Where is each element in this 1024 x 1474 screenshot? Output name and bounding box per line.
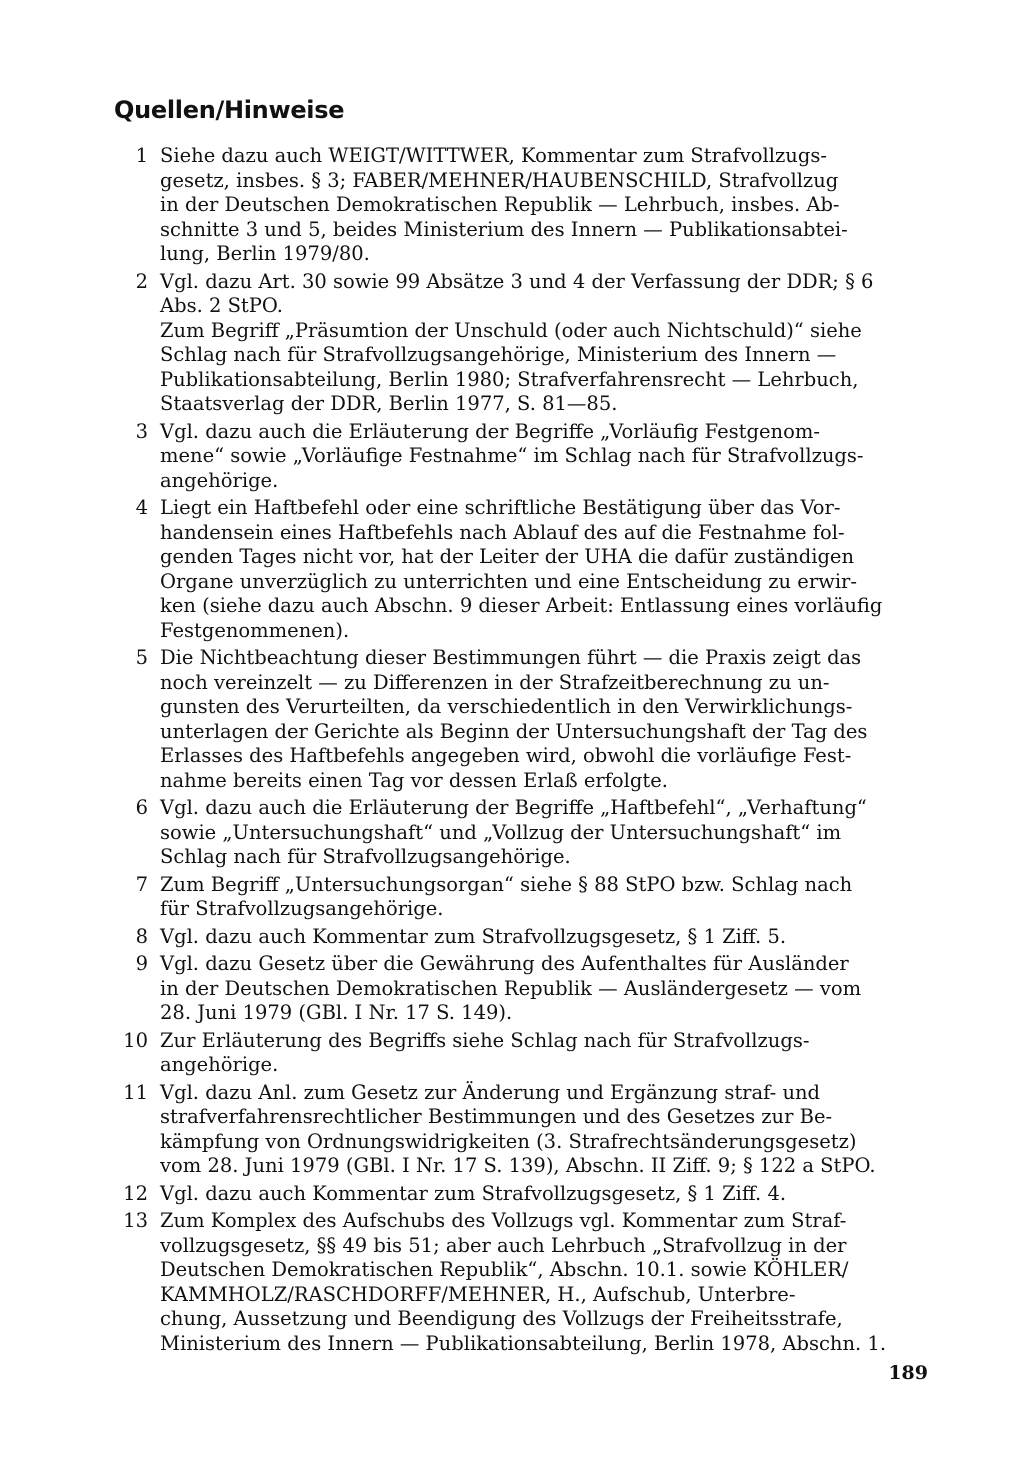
note-number: 5 bbox=[135, 646, 148, 669]
note-line: in der Deutschen Demokratischen Republik — Ausländergesetz — vom bbox=[160, 976, 862, 1000]
note-line: Vgl. dazu auch die Erläuterung der Begriffe „Haftbefehl“, „Verhaftung“ bbox=[160, 796, 867, 819]
note-line: in der Deutschen Demokratischen Republik — Lehrbuch, insbes. Ab- bbox=[160, 193, 840, 216]
note-item bbox=[108, 270, 928, 417]
note-line: Vgl. dazu auch Kommentar zum Strafvollzugsgesetz, § 1 Ziff. 5. bbox=[160, 924, 787, 948]
note-number: 8 bbox=[135, 924, 148, 948]
note-line: Festgenommenen). bbox=[160, 618, 350, 642]
page-number: 189 bbox=[888, 1362, 928, 1384]
note-line: noch vereinzelt — zu Differenzen in der Strafzeitberechnung zu un- bbox=[160, 670, 830, 694]
note-line: Abs. 2 StPO. bbox=[160, 294, 283, 317]
note-line: Organe unverzüglich zu unterrichten und eine Entscheidung zu erwir- bbox=[160, 569, 857, 593]
note-line: Vgl. dazu Art. 30 sowie 99 Absätze 3 und 4 der Verfassung der DDR; § 6 bbox=[160, 269, 874, 293]
note-text bbox=[160, 925, 928, 950]
note-line: genden Tages nicht vor, hat der Leiter der UHA die dafür zuständigen bbox=[160, 545, 855, 568]
note-number: 10 bbox=[123, 1028, 148, 1052]
note-line: Staatsverlag der DDR, Berlin 1977, S. 81—85. bbox=[160, 392, 618, 415]
note-line: lung, Berlin 1979/80. bbox=[160, 242, 370, 265]
section-heading: Quellen/Hinweise bbox=[114, 96, 345, 124]
note-line: handensein eines Haftbefehls nach Ablauf des auf die Festnahme fol- bbox=[160, 520, 845, 544]
note-item bbox=[108, 1182, 928, 1207]
note-item bbox=[108, 420, 928, 494]
note-number: 1 bbox=[135, 144, 148, 167]
note-number: 4 bbox=[135, 496, 148, 519]
note-number: 11 bbox=[123, 1080, 148, 1104]
note-line: Schlag nach für Strafvollzugsangehörige. bbox=[160, 845, 571, 868]
note-number: 13 bbox=[123, 1209, 148, 1232]
note-text bbox=[160, 646, 928, 793]
note-line: sowie „Untersuchungshaft“ und „Vollzug der Untersuchungshaft“ im bbox=[160, 820, 842, 844]
note-line: Schlag nach für Strafvollzugsangehörige, Ministerium des Innern — bbox=[160, 343, 837, 366]
note-line: gunsten des Verurteilten, da verschiedentlich in den Verwirklichungs- bbox=[160, 695, 853, 718]
note-line: chung, Aussetzung und Beendigung des Vollzugs der Freiheitsstrafe, bbox=[160, 1307, 843, 1330]
note-line: Vgl. dazu Anl. zum Gesetz zur Änderung und Ergänzung straf- und bbox=[160, 1080, 821, 1104]
note-line: Deutschen Demokratischen Republik“, Abschn. 10.1. sowie KÖHLER/ bbox=[160, 1258, 849, 1281]
note-number: 12 bbox=[123, 1181, 148, 1205]
note-text bbox=[160, 270, 928, 417]
note-item bbox=[108, 1029, 928, 1078]
note-line: für Strafvollzugsangehörige. bbox=[160, 897, 444, 920]
note-text bbox=[160, 420, 928, 494]
note-line: Die Nichtbeachtung dieser Bestimmungen führt — die Praxis zeigt das bbox=[160, 646, 862, 669]
note-text bbox=[160, 496, 928, 643]
note-item bbox=[108, 1081, 928, 1179]
note-text bbox=[160, 1081, 928, 1179]
note-text bbox=[160, 144, 928, 267]
note-line: nahme bereits einen Tag vor dessen Erlaß erfolgte. bbox=[160, 768, 668, 792]
note-line: Siehe dazu auch WEIGT/WITTWER, Kommentar zum Strafvollzugs- bbox=[160, 144, 827, 167]
note-item bbox=[108, 925, 928, 950]
note-number: 9 bbox=[135, 952, 148, 975]
note-item bbox=[108, 796, 928, 870]
note-text bbox=[160, 1029, 928, 1078]
note-line: Zum Komplex des Aufschubs des Vollzugs vgl. Kommentar zum Straf- bbox=[160, 1209, 847, 1232]
note-text bbox=[160, 1209, 928, 1356]
note-line: Liegt ein Haftbefehl oder eine schriftliche Bestätigung über das Vor- bbox=[160, 496, 841, 519]
note-number: 7 bbox=[135, 872, 148, 896]
note-line: KAMMHOLZ/RASCHDORFF/MEHNER, H., Aufschub, Unterbre- bbox=[160, 1282, 796, 1306]
note-number: 3 bbox=[135, 419, 148, 443]
note-line: mene“ sowie „Vorläufige Festnahme“ im Schlag nach für Strafvollzugs- bbox=[160, 444, 864, 467]
note-line: Vgl. dazu auch Kommentar zum Strafvollzugsgesetz, § 1 Ziff. 4. bbox=[160, 1181, 787, 1205]
note-line: 28. Juni 1979 (GBl. I Nr. 17 S. 149). bbox=[160, 1001, 513, 1024]
note-text bbox=[160, 1182, 928, 1207]
note-line: Zur Erläuterung des Begriffs siehe Schlag nach für Strafvollzugs- bbox=[160, 1028, 810, 1052]
note-number: 6 bbox=[135, 796, 148, 819]
note-item bbox=[108, 496, 928, 643]
note-line: vom 28. Juni 1979 (GBl. I Nr. 17 S. 139), Abschn. II Ziff. 9; § 122 a StPO. bbox=[160, 1154, 876, 1177]
note-line: strafverfahrensrechtlicher Bestimmungen und des Gesetzes zur Be- bbox=[160, 1105, 833, 1128]
note-item bbox=[108, 144, 928, 267]
note-line: Vgl. dazu auch die Erläuterung der Begriffe „Vorläufig Festgenom- bbox=[160, 419, 820, 443]
notes-list bbox=[108, 144, 928, 1356]
note-text bbox=[160, 952, 928, 1026]
note-item bbox=[108, 952, 928, 1026]
note-text bbox=[160, 796, 928, 870]
note-line: unterlagen der Gerichte als Beginn der Untersuchungshaft der Tag des bbox=[160, 719, 868, 743]
note-number: 2 bbox=[135, 269, 148, 293]
note-line: angehörige. bbox=[160, 468, 279, 492]
note-line: kämpfung von Ordnungswidrigkeiten (3. Strafrechtsänderungsgesetz) bbox=[160, 1129, 857, 1153]
note-line: Ministerium des Innern — Publikationsabteilung, Berlin 1978, Abschn. 1. bbox=[160, 1331, 887, 1355]
note-line: angehörige. bbox=[160, 1053, 279, 1076]
note-line: schnitte 3 und 5, beides Ministerium des Innern — Publikationsabtei- bbox=[160, 217, 848, 241]
note-line: vollzugsgesetz, §§ 49 bis 51; aber auch Lehrbuch „Strafvollzug in der bbox=[160, 1233, 847, 1257]
note-line: Publikationsabteilung, Berlin 1980; Strafverfahrensrecht — Lehrbuch, bbox=[160, 367, 859, 391]
note-line: Zum Begriff „Präsumtion der Unschuld (oder auch Nichtschuld)“ siehe bbox=[160, 318, 862, 342]
note-line: Zum Begriff „Untersuchungsorgan“ siehe § 88 StPO bzw. Schlag nach bbox=[160, 872, 853, 896]
note-line: Erlasses des Haftbefehls angegeben wird, obwohl die vorläufige Fest- bbox=[160, 744, 852, 767]
note-item bbox=[108, 646, 928, 793]
note-line: Vgl. dazu Gesetz über die Gewährung des Aufenthaltes für Ausländer bbox=[160, 952, 849, 975]
note-item bbox=[108, 873, 928, 922]
note-line: gesetz, insbes. § 3; FABER/MEHNER/HAUBENSCHILD, Strafvollzug bbox=[160, 168, 839, 192]
note-item bbox=[108, 1209, 928, 1356]
note-line: ken (siehe dazu auch Abschn. 9 dieser Arbeit: Entlassung eines vorläufig bbox=[160, 594, 883, 617]
note-text bbox=[160, 873, 928, 922]
